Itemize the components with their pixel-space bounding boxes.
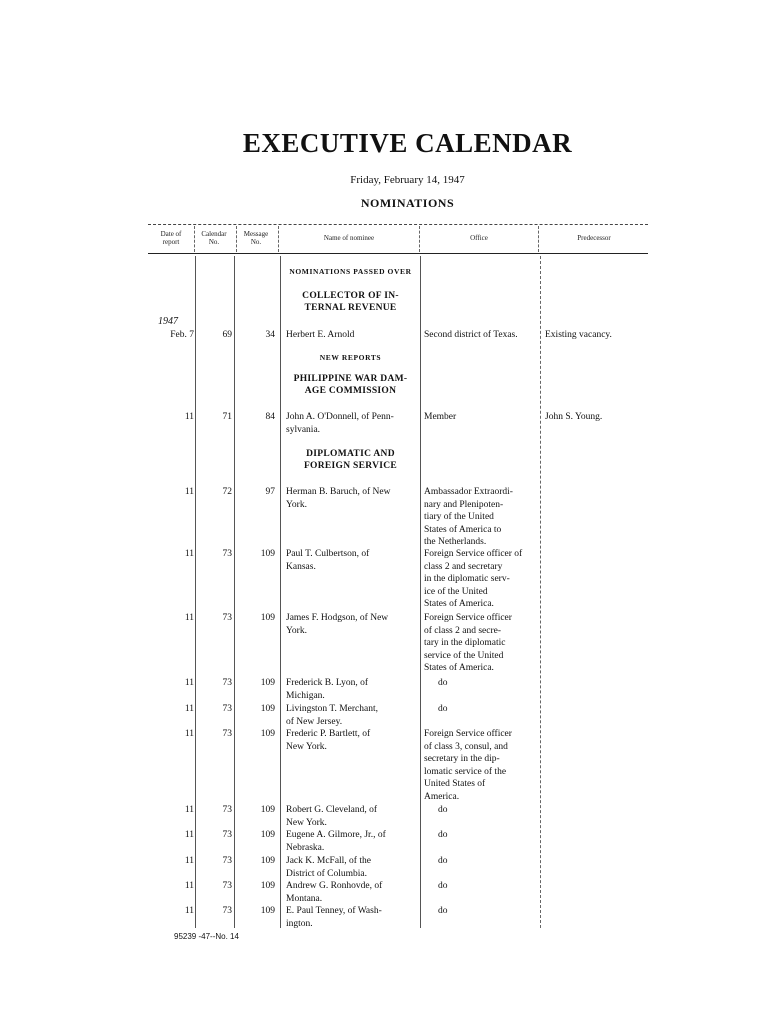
- row-nominee: E. Paul Tenney, of Wash- ington.: [286, 906, 382, 929]
- col-header-office: Office: [470, 234, 488, 242]
- row-calendar-no: 73: [222, 830, 232, 840]
- row-nominee: Frederic P. Bartlett, of New York.: [286, 729, 371, 752]
- col-header-calendar: Calendar No.: [201, 230, 227, 246]
- row-office: Foreign Service officer of class 3, consul, and secretary in the dip- lomatic service of the United States of America.: [424, 729, 512, 802]
- col-divider: [538, 226, 539, 252]
- row-date: 11: [184, 881, 194, 891]
- row-office-ditto: do: [438, 805, 448, 815]
- row-message-no: 109: [260, 729, 275, 739]
- row-message-no: 84: [265, 412, 275, 422]
- row-office-ditto: do: [438, 830, 448, 840]
- row-date: 11: [184, 487, 194, 497]
- header-top-rule: [148, 224, 648, 225]
- row-nominee: Herman B. Baruch, of New York.: [286, 487, 391, 510]
- row-message-no: 109: [260, 805, 275, 815]
- row-calendar-no: 73: [222, 856, 232, 866]
- row-date: 11: [184, 549, 194, 559]
- col-divider: [194, 226, 195, 252]
- col-header-message: Message No.: [243, 230, 269, 246]
- row-nominee: Frederick B. Lyon, of Michigan.: [286, 678, 369, 701]
- col-divider: [540, 256, 541, 928]
- row-nominee: John A. O'Donnell, of Penn- sylvania.: [286, 412, 394, 435]
- row-office-ditto: do: [438, 704, 448, 714]
- row-office-ditto: do: [438, 906, 448, 916]
- row-calendar-no: 73: [222, 678, 232, 688]
- row-date: 11: [184, 613, 194, 623]
- header-bottom-rule: [148, 253, 648, 254]
- section-new-reports: NEW REPORTS: [319, 353, 382, 362]
- row-message-no: 109: [260, 704, 275, 714]
- row-office: Foreign Service officer of class 2 and secretary in the diplomatic serv- ice of the United States of America.: [424, 549, 523, 610]
- row-nominee: Herbert E. Arnold: [286, 330, 355, 340]
- row-calendar-no: 73: [222, 729, 232, 739]
- row-calendar-no: 73: [222, 881, 232, 891]
- row-calendar-no: 73: [222, 613, 232, 623]
- row-date: Feb. 7: [170, 330, 194, 340]
- row-nominee: Andrew G. Ronhovde, of Montana.: [286, 881, 383, 904]
- row-message-no: 109: [260, 678, 275, 688]
- col-header-predecessor: Predecessor: [577, 234, 611, 242]
- row-calendar-no: 73: [222, 704, 232, 714]
- row-calendar-no: 72: [222, 487, 232, 497]
- page-subtitle: NOMINATIONS: [360, 196, 455, 210]
- col-divider: [278, 226, 279, 252]
- section-diplomatic: DIPLOMATIC AND FOREIGN SERVICE: [303, 449, 398, 471]
- row-office-ditto: do: [438, 678, 448, 688]
- row-message-no: 109: [260, 549, 275, 559]
- row-office: Ambassador Extraordi- nary and Plenipoten- tiary of the United States of America to the Netherlands.: [424, 487, 513, 548]
- row-predecessor: Existing vacancy.: [545, 330, 612, 340]
- col-header-date: Date of report: [160, 230, 182, 246]
- row-office: Foreign Service officer of class 2 and secre- tary in the diplomatic service of the United States of America.: [424, 613, 512, 674]
- row-date: 11: [184, 729, 194, 739]
- row-nominee: Eugene A. Gilmore, Jr., of Nebraska.: [286, 830, 386, 853]
- page-title: EXECUTIVE CALENDAR: [242, 128, 573, 158]
- row-predecessor: John S. Young.: [545, 412, 603, 422]
- col-divider: [195, 256, 196, 928]
- row-message-no: 109: [260, 856, 275, 866]
- row-office-ditto: do: [438, 881, 448, 891]
- row-nominee: Robert G. Cleveland, of New York.: [286, 805, 378, 828]
- row-date: 11: [184, 412, 194, 422]
- section-philippine: PHILIPPINE WAR DAM- AGE COMMISSION: [293, 374, 408, 396]
- col-divider: [236, 226, 237, 252]
- row-date: 11: [184, 906, 194, 916]
- col-divider: [234, 256, 235, 928]
- row-message-no: 109: [260, 830, 275, 840]
- row-date: 11: [184, 678, 194, 688]
- row-nominee: Livingston T. Merchant, of New Jersey.: [286, 704, 378, 727]
- row-date: 11: [184, 830, 194, 840]
- row-message-no: 109: [260, 881, 275, 891]
- row-date: 11: [184, 704, 194, 714]
- row-message-no: 109: [260, 906, 275, 916]
- row-nominee: James F. Hodgson, of New York.: [286, 613, 389, 636]
- row-date: 11: [184, 805, 194, 815]
- row-message-no: 97: [265, 487, 275, 497]
- year-label: 1947: [158, 316, 178, 327]
- row-office: Member: [424, 412, 457, 422]
- row-nominee: Jack K. McFall, of the District of Columbia.: [286, 856, 371, 879]
- section-collector: COLLECTOR OF IN- TERNAL REVENUE: [302, 291, 399, 313]
- col-divider: [280, 256, 281, 928]
- row-office: Second district of Texas.: [424, 330, 518, 340]
- row-calendar-no: 73: [222, 805, 232, 815]
- col-header-name: Name of nominee: [323, 234, 375, 242]
- row-office-ditto: do: [438, 856, 448, 866]
- row-nominee: Paul T. Culbertson, of Kansas.: [286, 549, 370, 572]
- col-divider: [420, 256, 421, 928]
- row-calendar-no: 73: [222, 906, 232, 916]
- row-calendar-no: 73: [222, 549, 232, 559]
- row-date: 11: [184, 856, 194, 866]
- section-passed-over: NOMINATIONS PASSED OVER: [289, 267, 412, 276]
- row-message-no: 34: [265, 330, 275, 340]
- col-divider: [419, 226, 420, 252]
- row-calendar-no: 69: [222, 330, 232, 340]
- print-code-footer: 95239 -47--No. 14: [174, 932, 239, 941]
- row-message-no: 109: [260, 613, 275, 623]
- page-date: Friday, February 14, 1947: [350, 174, 465, 186]
- row-calendar-no: 71: [222, 412, 232, 422]
